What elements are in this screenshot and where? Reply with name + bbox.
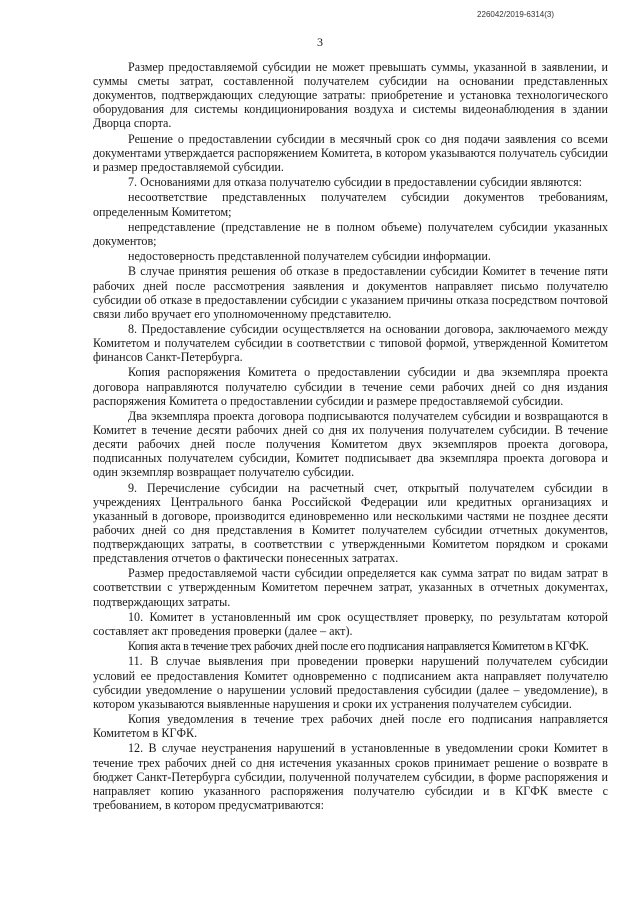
paragraph-refusal-ground-1: несоответствие представленных получателем субсидии документов требованиям, определенным Комитетом; xyxy=(93,190,608,219)
paragraph-notice-copy: Копия уведомления в течение трех рабочих дней после его подписания направляется Комитетом в КГФК. xyxy=(93,712,608,741)
paragraph-transfer: 9. Перечисление субсидии на расчетный счет, открытый получателем субсидии в учреждениях Центрального банка Российской Федерации или кредитных организациях и указанный в договоре, производится единовременно или несколькими частями не позднее десяти рабочих дней со дня представления в Комитет получателем субсидии отчетных документов, подтверждающих затраты, в соответствии с утвержденными Комитетом порядком и сроками представления отчетов о фактически понесенных затратах. xyxy=(93,480,608,566)
paragraph-refusal-notice: В случае принятия решения об отказе в предоставлении субсидии Комитет в течение пяти рабочих дней после рассмотрения заявления и документов направляет письмо получателю субсидии об отказе в предоставлении субсидии с указанием причины отказа посредством почтовой связи либо вручает его уполномоченному представителю. xyxy=(93,264,608,321)
paragraph-subsidy-amount: Размер предоставляемой субсидии не может превышать суммы, указанной в заявлении, и суммы сметы затрат, составленной получателем субсидии на основании представленных документов, подтверждающих следующие затраты: приобретение и установка технологического оборудования для системы кондиционирования воздуха и системы видеонаблюдения в здании Дворца спорта. xyxy=(93,60,608,131)
paragraph-refusal-ground-2: непредставление (представление не в полном объеме) получателем субсидии указанных документов; xyxy=(93,219,608,248)
paragraph-refusal-grounds: 7. Основаниями для отказа получателю субсидии в предоставлении субсидии являются: xyxy=(128,175,583,190)
document-code: 226042/2019-6314(3) xyxy=(477,10,554,19)
paragraph-agreement-copies: Копия распоряжения Комитета о предоставлении субсидии и два экземпляра проекта договора направляются получателю субсидии в течение семи рабочих дней со дня издания распоряжения Комитета о предоставлении субсидии и размере предоставляемой субсидии. xyxy=(93,365,608,408)
document-body xyxy=(93,60,608,813)
paragraph-refund: 12. В случае неустранения нарушений в установленные в уведомлении сроки Комитет в течение трех рабочих дней со дня истечения указанных сроков принимает решение о возврате в бюджет Санкт-Петербурга субсидии, полученной получателем субсидии, в форме распоряжения и направляет копию указанного распоряжения получателю субсидии и в КГФК вместе с требованием, в котором предусматриваются: xyxy=(93,741,608,812)
paragraph-part-size: Размер предоставляемой части субсидии определяется как сумма затрат по видам затрат в соответствии с утвержденным Комитетом перечнем затрат, указанных в отчетных документах, подтверждающих затраты. xyxy=(93,566,608,609)
paragraph-refusal-ground-3: недостоверность представленной получателем субсидии информации. xyxy=(128,249,491,264)
paragraph-inspection: 10. Комитет в установленный им срок осуществляет проверку, по результатам которой составляет акт проведения проверки (далее – акт). xyxy=(93,609,608,638)
paragraph-agreement-signing: Два экземпляра проекта договора подписываются получателем субсидии и возвращаются в Комитет в течение десяти рабочих дней со дня их получения получателем субсидии. В течение десяти рабочих дней после получения Комитетом двух экземпляров проекта договора, подписанных получателем субсидии, Комитет подписывает два экземпляра проекта договора и один экземпляр возвращает получателю субсидии. xyxy=(93,408,608,480)
paragraph-violations: 11. В случае выявления при проведении проверки нарушений получателем субсидии условий ее предоставления Комитет одновременно с подписанием акта направляет получателю субсидии уведомление о нарушении условий предоставления субсидии (далее – уведомление), в котором указываются выявленные нарушения и сроки их устранения получателем субсидии. xyxy=(93,654,608,711)
page-number: 3 xyxy=(317,35,323,49)
paragraph-act-copy: Копия акта в течение трех рабочих дней после его подписания направляется Комитетом в КГФК. xyxy=(128,639,589,654)
paragraph-agreement: 8. Предоставление субсидии осуществляется на основании договора, заключаемого между Комитетом и получателем субсидии в соответствии с типовой формой, утвержденной Комитетом финансов Санкт-Петербурга. xyxy=(93,322,608,365)
paragraph-decision: Решение о предоставлении субсидии в месячный срок со дня подачи заявления со всеми документами утверждается распоряжением Комитета, в котором указываются получатель субсидии и размер предоставляемой субсидии. xyxy=(93,131,608,174)
